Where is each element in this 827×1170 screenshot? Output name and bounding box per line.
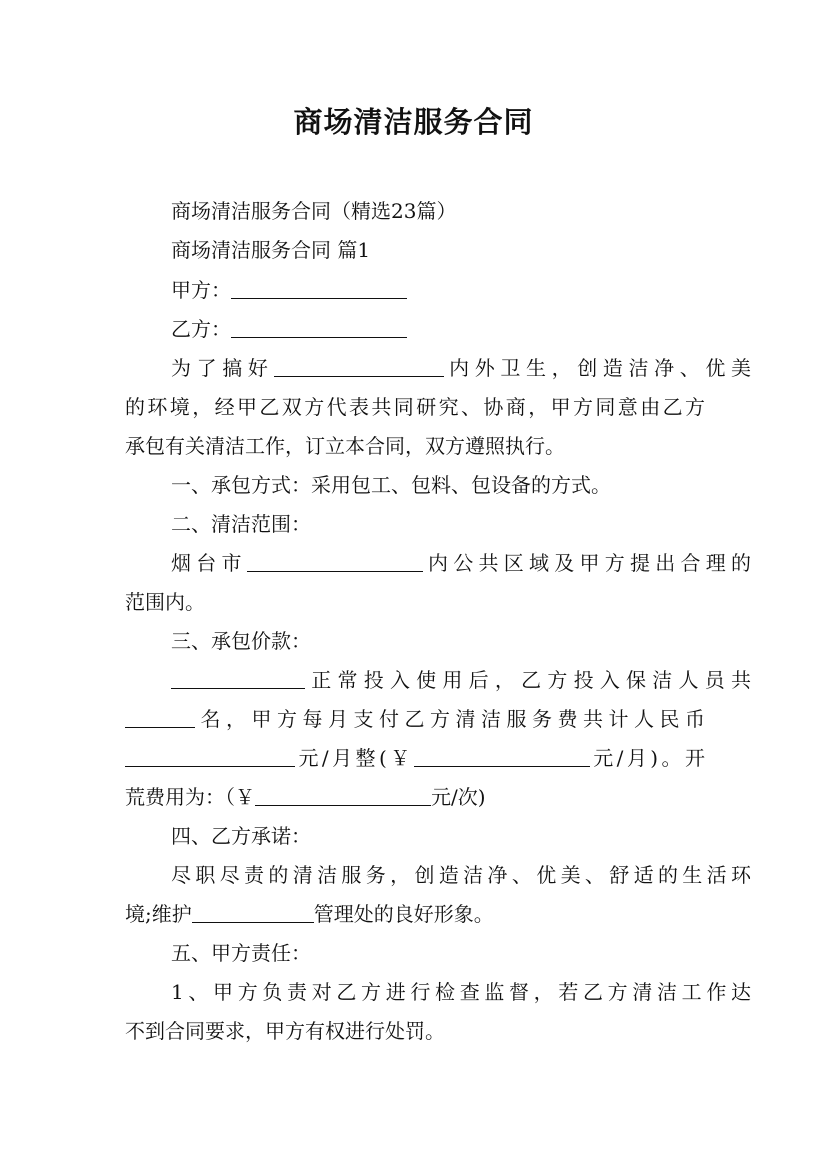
section-heading [125,231,751,269]
blank-field [255,785,431,806]
paragraph-line [125,973,751,1011]
text: 乙方： [171,317,231,341]
text: 五、甲方责任： [171,941,311,965]
paragraph-line [125,349,751,387]
text: 一、承包方式：采用包工、包料、包设备的方式。 [171,473,611,497]
text: 荒费用为：（￥ [125,785,255,809]
text: 烟台市 [171,551,247,575]
text: 二、清洁范围： [171,512,311,536]
text: 元/次) [431,785,486,809]
blank-field [247,551,423,572]
text: 1、甲方负责对乙方进行检查监督，若乙方清洁工作达 [171,980,751,1004]
text: 甲方： [171,278,231,302]
text: 正常投入使用后，乙方投入保洁人员共 [305,668,751,692]
document-title: 商场清洁服务合同 [293,105,534,139]
clause-heading [125,817,751,855]
blank-field [414,746,590,767]
text: 范围内。 [125,590,205,614]
text: 境;维护 [125,902,192,926]
text: 名，甲方每月支付乙方清洁服务费共计人民币 [195,707,705,731]
text: 管理处的良好形象。 [313,902,494,926]
text: 四、乙方承诺： [171,824,311,848]
text: 为了搞好 [171,356,274,380]
blank-field [274,356,444,377]
text: 尽职尽责的清洁服务，创造洁净、优美、舒适的生活环 [171,863,751,887]
text: 商场清洁服务合同（精选23篇） [171,199,457,223]
clause-heading [125,622,751,660]
blank-field [171,668,305,689]
paragraph-line [125,427,705,465]
blank-field [125,746,295,767]
party-b-line [125,310,751,348]
text: 元/月)。开 [589,746,706,770]
text: 的环境，经甲乙双方代表共同研究、协商，甲方同意由乙方 [125,395,705,419]
text: 内外卫生，创造洁净、优美 [443,356,751,380]
paragraph-line [125,856,751,894]
text: 不到合同要求，甲方有权进行处罚。 [125,1019,445,1043]
clause-line [125,466,751,504]
paragraph-line [125,778,705,816]
text: 商场清洁服务合同 篇1 [171,238,371,262]
blank-field [192,902,314,923]
paragraph-line [125,739,705,777]
paragraph-line [125,388,705,426]
clause-heading [125,934,751,972]
paragraph-line [125,1012,705,1050]
paragraph-line [125,700,705,738]
text: 承包有关清洁工作，订立本合同，双方遵照执行。 [125,434,565,458]
clause-heading [125,505,751,543]
paragraph-line [125,661,751,699]
text: 三、承包价款： [171,629,311,653]
paragraph-line [125,895,705,933]
blank-field [231,317,407,338]
text: 内公共区域及甲方提出合理的 [422,551,751,575]
blank-field [125,707,195,728]
blank-field [231,278,407,299]
party-a-line [125,271,751,309]
paragraph-line [125,544,751,582]
text: 元/月整(￥ [295,746,414,770]
paragraph-line [125,583,705,621]
subtitle-line [125,192,751,230]
